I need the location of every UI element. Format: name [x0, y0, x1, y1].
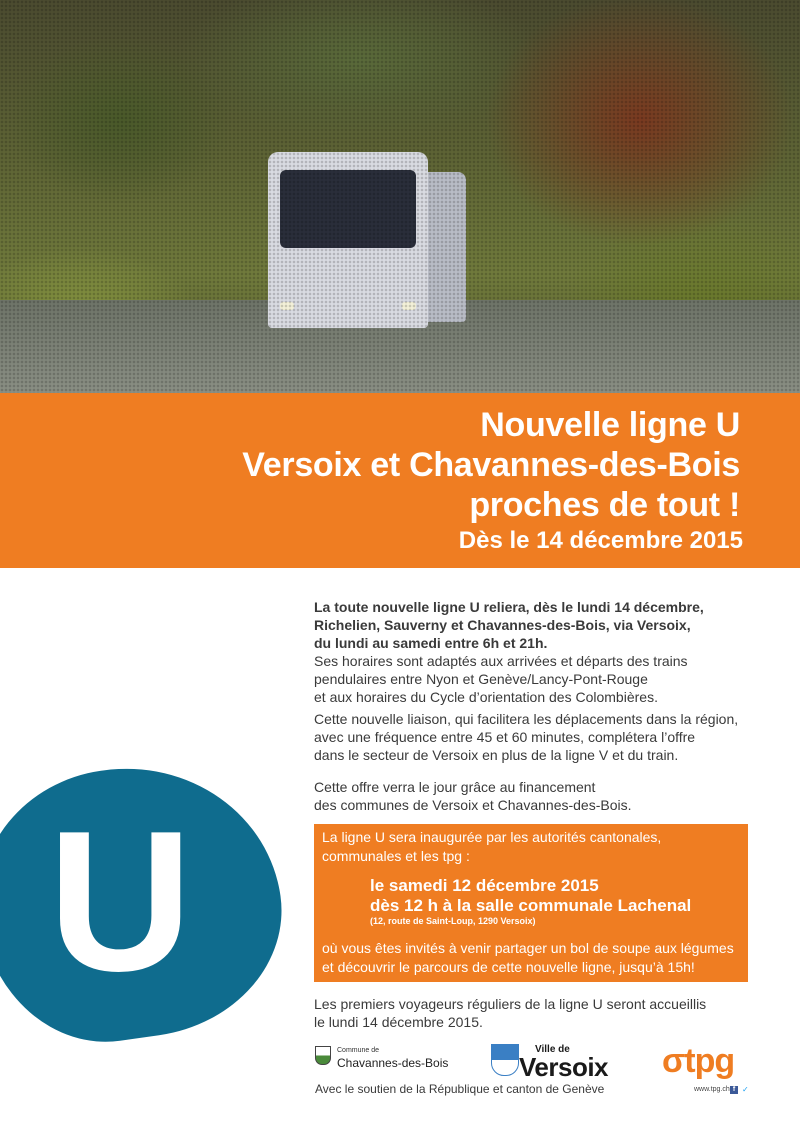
- versoix-name: Versoix: [519, 1052, 609, 1082]
- tpg-url: www.tpg.ch: [694, 1086, 730, 1093]
- paragraph-line: Les premiers voyageurs réguliers de la ligne U seront accueillis: [314, 996, 707, 1012]
- event-intro: [322, 828, 661, 866]
- intro-bold-line: La toute nouvelle ligne U reliera, dès le lundi 14 décembre,: [314, 599, 704, 615]
- frequency-paragraph: [314, 710, 754, 764]
- start-date: Dès le 14 décembre 2015: [458, 527, 743, 554]
- paragraph-line: Cette offre verra le jour grâce au financement: [314, 779, 596, 795]
- event-outro: [322, 939, 734, 977]
- bus-windshield: [280, 170, 416, 248]
- title-line-1: Nouvelle ligne U: [480, 406, 740, 444]
- paragraph-line: dans le secteur de Versoix en plus de la ligne V et du train.: [314, 747, 679, 763]
- bus-image: [268, 142, 466, 328]
- event-outro-line: où vous êtes invités à venir partager un bol de soupe aux légumes: [322, 940, 734, 956]
- paragraph-line: Cette nouvelle liaison, qui facilitera les déplacements dans la région,: [314, 711, 739, 727]
- title-line-2: Versoix et Chavannes-des-Bois: [242, 446, 740, 484]
- chavannes-commune-label: Commune de: [337, 1047, 380, 1054]
- paragraph-line: des communes de Versoix et Chavannes-des-Bois.: [314, 797, 632, 813]
- intro-line: pendulaires entre Nyon et Genève/Lancy-Pont-Rouge: [314, 671, 648, 687]
- line-u-letter: U: [48, 790, 193, 1013]
- inauguration-box: [314, 824, 748, 982]
- versoix-ville-label: Ville de: [535, 1044, 570, 1055]
- facebook-icon: f: [730, 1086, 738, 1094]
- support-note: Avec le soutien de la République et canton de Genève: [315, 1082, 605, 1096]
- intro-bold-line: du lundi au samedi entre 6h et 21h.: [314, 635, 548, 651]
- bus-front: [268, 152, 428, 328]
- paragraph-line: le lundi 14 décembre 2015.: [314, 1014, 483, 1030]
- bus-headlight-right: [402, 302, 416, 310]
- tpg-wordmark: σtpg: [662, 1042, 735, 1080]
- title-line-3: proches de tout !: [469, 486, 740, 524]
- intro-line: et aux horaires du Cycle d’orientation des Colombières.: [314, 689, 658, 705]
- intro-line: Ses horaires sont adaptés aux arrivées et départs des trains: [314, 653, 688, 669]
- first-travelers-paragraph: [314, 995, 754, 1031]
- page-title: [242, 405, 740, 525]
- bus-side: [428, 172, 466, 322]
- intro-bold-line: Richelien, Sauverny et Chavannes-des-Bois, via Versoix,: [314, 617, 691, 633]
- bus-headlight-left: [280, 302, 294, 310]
- event-address: (12, route de Saint-Loup, 1290 Versoix): [370, 916, 536, 926]
- event-outro-line: et découvrir le parcours de cette nouvelle ligne, jusqu’à 15h!: [322, 959, 695, 975]
- event-intro-line: La ligne U sera inaugurée par les autorités cantonales,: [322, 829, 662, 845]
- twitter-icon: ✓: [742, 1085, 749, 1094]
- hero-photo: [0, 0, 800, 393]
- paragraph-line: avec une fréquence entre 45 et 60 minutes, complétera l’offre: [314, 729, 696, 745]
- event-date: le samedi 12 décembre 2015: [370, 876, 599, 895]
- intro-paragraph: [314, 598, 754, 706]
- versoix-crest-icon: [491, 1044, 519, 1076]
- road: [0, 300, 800, 393]
- tpg-name: tpg: [684, 1042, 735, 1080]
- event-intro-line: communales et les tpg :: [322, 848, 470, 864]
- chavannes-name: Chavannes-des-Bois: [337, 1056, 449, 1070]
- funding-paragraph: [314, 778, 754, 814]
- event-place: dès 12 h à la salle communale Lachenal: [370, 896, 692, 915]
- chavannes-crest-icon: [315, 1046, 331, 1065]
- title-banner: [0, 393, 800, 568]
